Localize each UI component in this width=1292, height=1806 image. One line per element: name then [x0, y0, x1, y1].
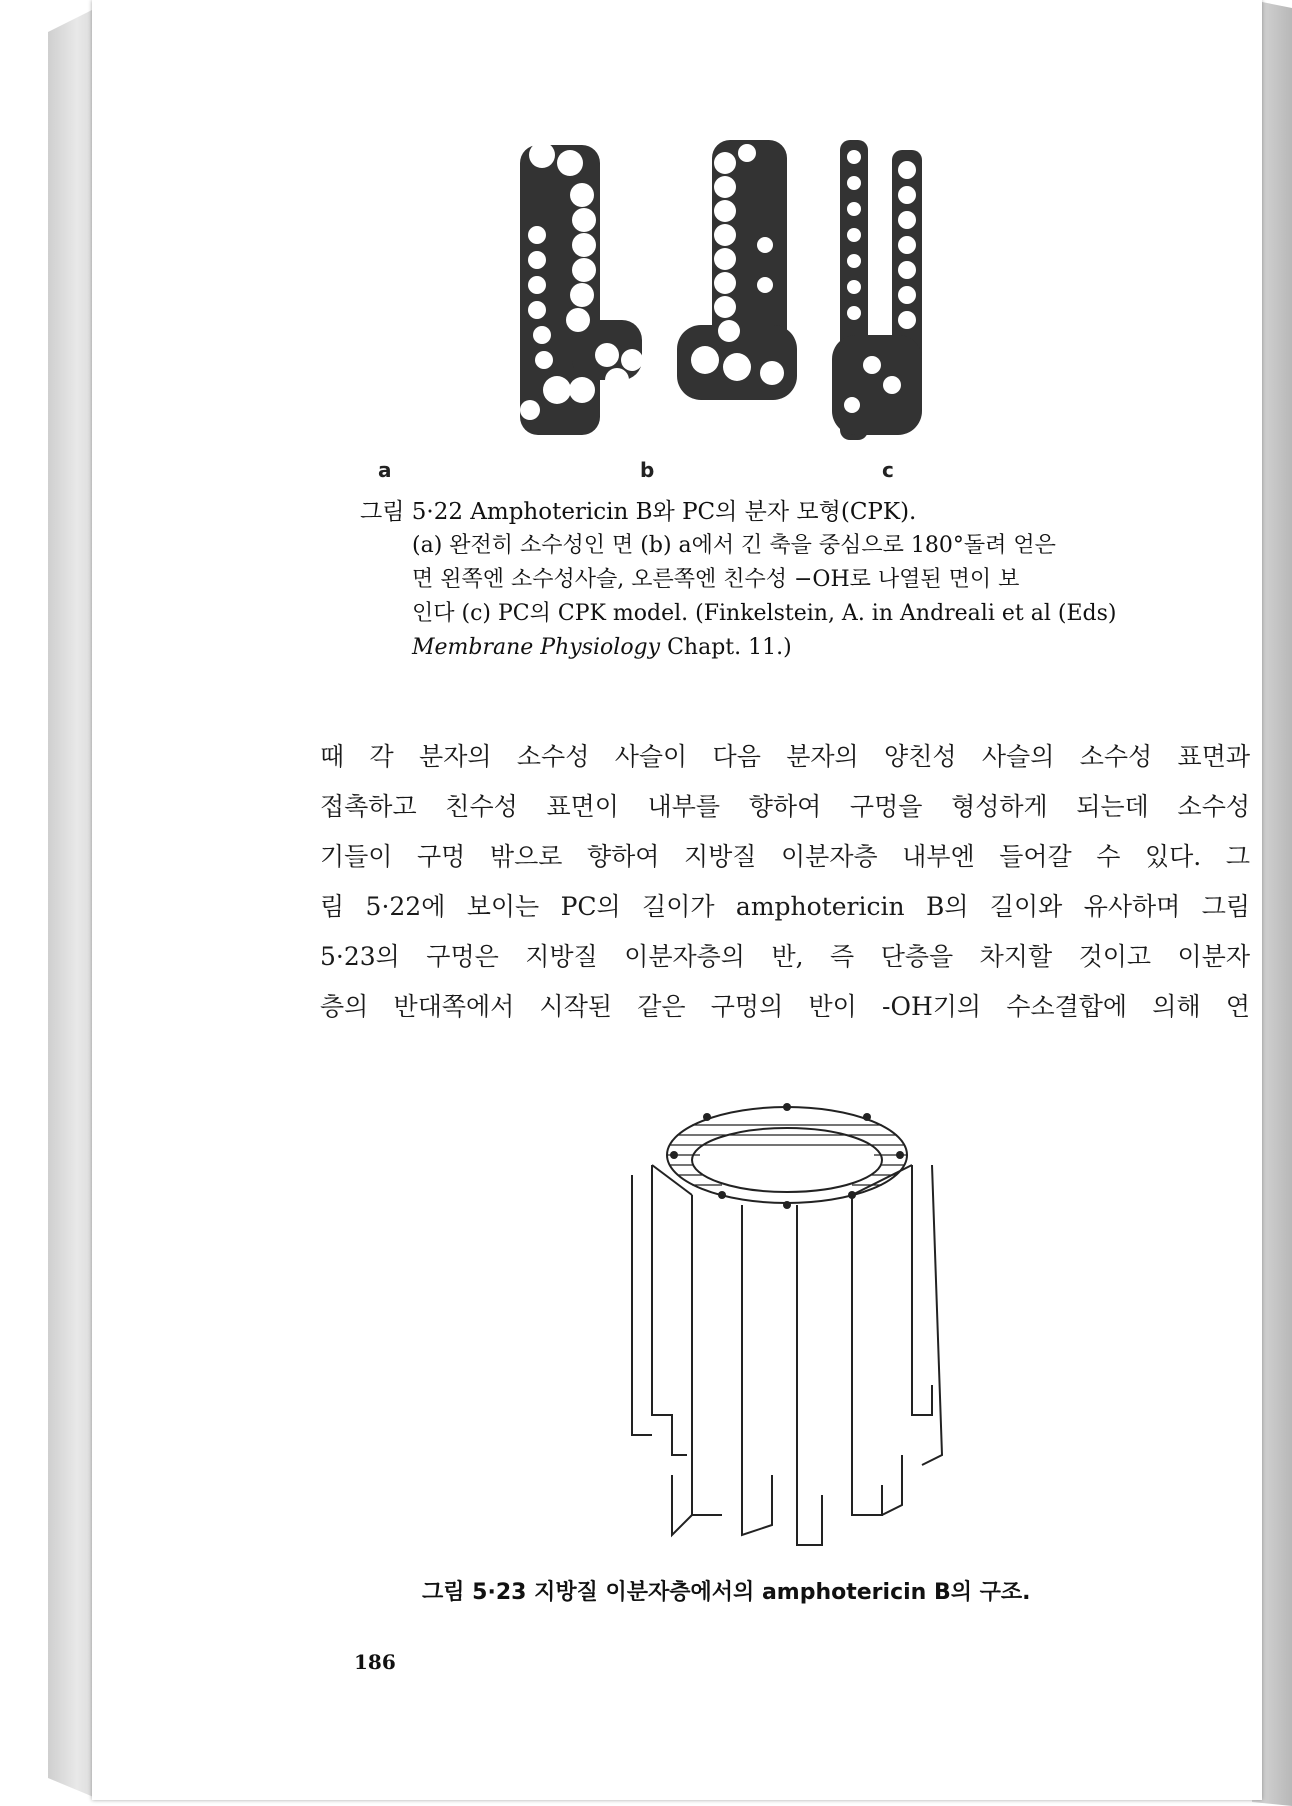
- figure-cpk-models: [512, 135, 1042, 480]
- body-line: 림 5·22에 보이는 PC의 길이가 amphotericin B의 길이와 유사하며 그림: [320, 892, 1250, 921]
- figure-pore-structure: [612, 1055, 962, 1555]
- body-line: 때 각 분자의 소수성 사슬이 다음 분자의 양친성 사슬의 소수성 표면과: [320, 742, 1250, 771]
- caption-line-4: [360, 631, 1220, 665]
- figure-5-23-caption: 그림 5·23 지방질 이분자층에서의 amphotericin B의 구조.: [422, 1580, 1031, 1605]
- figure-5-22-caption: [360, 495, 1220, 665]
- page-number: 186: [354, 1650, 396, 1674]
- figure-label-c: c: [882, 458, 894, 482]
- caption-title: 그림 5·22 Amphotericin B와 PC의 분자 모형(CPK).: [360, 499, 917, 525]
- caption-line-2: 면 왼쪽엔 소수성사슬, 오른쪽엔 친수성 −OH로 나열된 면이 보: [412, 567, 1020, 592]
- figure-label-b: b: [640, 458, 655, 482]
- body-line: 접촉하고 친수성 표면이 내부를 향하여 구멍을 형성하게 되는데 소수성: [320, 792, 1250, 821]
- caption-chapter: Chapt. 11.): [660, 635, 792, 660]
- body-line: 5·23의 구멍은 지방질 이분자층의 반, 즉 단층을 차지할 것이고 이분자: [320, 942, 1250, 971]
- caption-line-3: 인다 (c) PC의 CPK model. (Finkelstein, A. in Andreali et al (Eds): [412, 601, 1117, 626]
- book-left-edge: [48, 8, 96, 1798]
- cpk-model-c: [832, 140, 922, 440]
- cpk-model-a: [520, 142, 643, 435]
- caption-italic-title: Membrane Physiology: [412, 635, 661, 660]
- body-line: 층의 반대쪽에서 시작된 같은 구멍의 반이 -OH기의 수소결합에 의해 연: [320, 992, 1250, 1021]
- figure-label-a: a: [378, 458, 392, 482]
- body-paragraph: [320, 732, 1250, 1032]
- body-line: 기들이 구멍 밖으로 향하여 지방질 이분자층 내부엔 들어갈 수 있다. 그: [320, 842, 1250, 871]
- book-page: [92, 0, 1262, 1800]
- cpk-model-b: [677, 140, 797, 400]
- caption-line-1: (a) 완전히 소수성인 면 (b) a에서 긴 축을 중심으로 180°돌려 얻은: [412, 533, 1056, 558]
